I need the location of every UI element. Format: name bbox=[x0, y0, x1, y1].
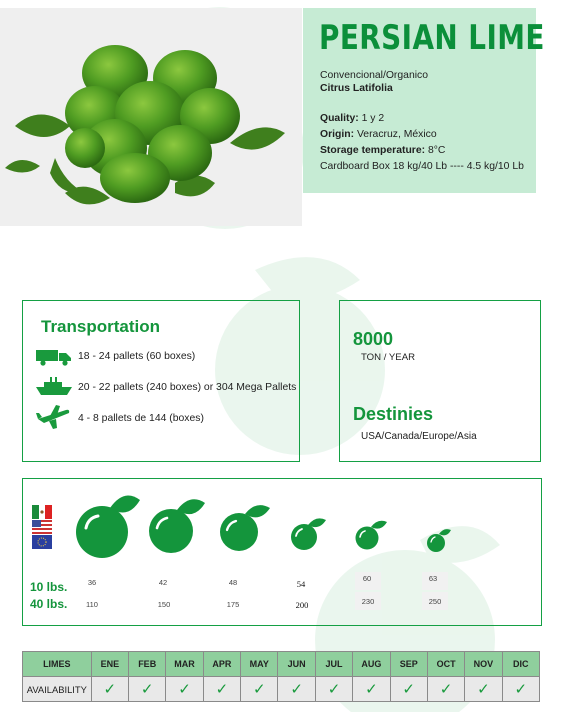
limes-header: LIMES bbox=[23, 652, 92, 677]
check-icon: ✓ bbox=[439, 680, 453, 698]
count-40-size-4: 200 bbox=[295, 600, 309, 610]
month-header: MAR bbox=[166, 652, 203, 677]
transportation-heading: Transportation bbox=[41, 317, 161, 336]
product-title: PERSIAN LIME bbox=[319, 18, 545, 58]
storage-value: 8°C bbox=[427, 145, 446, 156]
availability-row bbox=[23, 677, 540, 702]
check-icon: ✓ bbox=[514, 680, 528, 698]
annual-volume: 8000 bbox=[353, 329, 394, 349]
ship-capacity: 20 - 22 pallets (240 boxes) or 304 Mega Pallets bbox=[78, 382, 297, 393]
eu-flag-icon bbox=[32, 535, 52, 549]
count-40-size-6: 250 bbox=[428, 597, 442, 606]
check-icon: ✓ bbox=[290, 680, 303, 698]
month-header: APR bbox=[203, 652, 240, 677]
month-header: DIC bbox=[502, 652, 539, 677]
origin-value: Veracruz, México bbox=[356, 129, 437, 140]
count-40-size-5: 230 bbox=[361, 597, 375, 606]
storage-line bbox=[320, 145, 445, 156]
count-10-size-5: 60 bbox=[362, 574, 372, 583]
plane-capacity: 4 - 8 pallets de 144 (boxes) bbox=[78, 413, 204, 424]
product-variety: Citrus Latifolia bbox=[320, 83, 393, 94]
lime-size-4-icon bbox=[288, 513, 328, 553]
check-icon: ✓ bbox=[178, 680, 191, 698]
airplane-icon bbox=[36, 404, 70, 430]
mexico-flag-icon bbox=[32, 505, 52, 519]
month-header: ENE bbox=[91, 652, 128, 677]
count-10-size-1: 36 bbox=[87, 578, 97, 587]
check-icon: ✓ bbox=[140, 680, 154, 698]
check-icon: ✓ bbox=[365, 680, 378, 698]
label-40-lbs: 40 lbs. bbox=[30, 597, 68, 611]
ship-icon bbox=[34, 376, 74, 396]
quality-value: 1 y 2 bbox=[361, 113, 385, 124]
product-type: Convencional/Organico bbox=[320, 70, 429, 81]
count-40-size-2: 150 bbox=[157, 600, 171, 609]
availability-header-row bbox=[23, 652, 540, 677]
count-10-size-2: 42 bbox=[158, 578, 168, 587]
quality-line bbox=[320, 113, 384, 124]
availability-table bbox=[22, 651, 540, 702]
count-10-size-6: 63 bbox=[428, 574, 438, 583]
origin-label: Origin: bbox=[320, 129, 355, 140]
truck-capacity: 18 - 24 pallets (60 boxes) bbox=[78, 351, 196, 362]
count-40-size-3: 175 bbox=[226, 600, 240, 609]
month-header: NOV bbox=[465, 652, 502, 677]
lime-size-2-icon bbox=[145, 495, 207, 555]
destinies-heading: Destinies bbox=[353, 404, 434, 424]
month-header: OCT bbox=[427, 652, 464, 677]
check-icon: ✓ bbox=[252, 680, 266, 698]
packaging-line: Cardboard Box 18 kg/40 Lb ---- 4.5 kg/10 Lb bbox=[320, 161, 524, 172]
lime-size-5-icon bbox=[353, 516, 389, 552]
check-icon: ✓ bbox=[477, 680, 490, 698]
lime-size-3-icon bbox=[216, 500, 272, 554]
storage-label: Storage temperature: bbox=[320, 145, 426, 156]
quality-label: Quality: bbox=[320, 113, 359, 124]
month-header: MAY bbox=[241, 652, 278, 677]
month-header: JUN bbox=[278, 652, 315, 677]
month-header: JUL bbox=[315, 652, 352, 677]
usa-flag-icon bbox=[32, 520, 52, 534]
persian-lime-photo bbox=[0, 8, 302, 226]
truck-icon bbox=[36, 348, 72, 366]
lime-size-1-icon bbox=[72, 490, 142, 560]
lime-size-6-icon bbox=[425, 526, 453, 554]
month-header: FEB bbox=[129, 652, 166, 677]
check-icon: ✓ bbox=[327, 680, 341, 698]
check-icon: ✓ bbox=[402, 680, 415, 698]
count-40-size-1: 110 bbox=[86, 600, 98, 609]
month-header: SEP bbox=[390, 652, 427, 677]
count-10-size-3: 48 bbox=[228, 578, 238, 587]
check-icon: ✓ bbox=[103, 680, 117, 698]
origin-line bbox=[320, 129, 437, 140]
count-10-size-4: 54 bbox=[296, 579, 306, 589]
destinies-list: USA/Canada/Europe/Asia bbox=[361, 431, 477, 442]
label-10-lbs: 10 lbs. bbox=[30, 580, 68, 594]
volume-unit: TON / YEAR bbox=[361, 352, 416, 363]
availability-label: AVAILABILITY bbox=[23, 677, 92, 702]
check-icon: ✓ bbox=[215, 680, 229, 698]
month-header: AUG bbox=[353, 652, 390, 677]
